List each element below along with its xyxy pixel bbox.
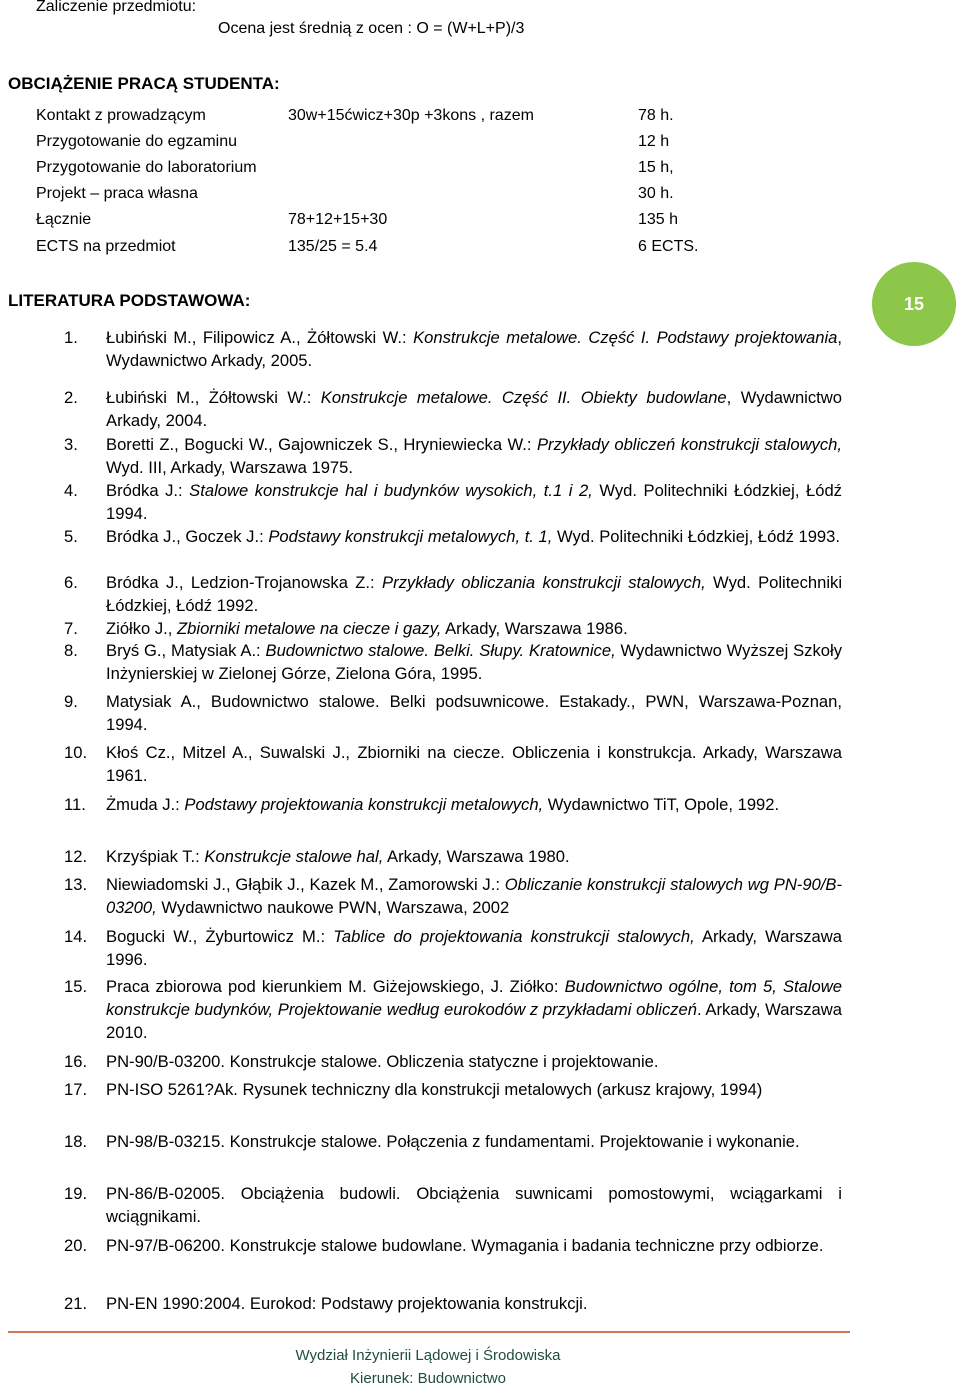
- reference-item: [64, 690, 842, 736]
- reference-item: [64, 1078, 842, 1101]
- reference-number: 3.: [64, 435, 78, 454]
- workload-label: Przygotowanie do egzaminu: [36, 133, 238, 150]
- reference-item: [64, 873, 842, 919]
- reference-number: 7.: [64, 619, 78, 638]
- reference-text: PN-90/B-03200. Konstrukcje stalowe. Obliczenia statyczne i projektowanie.: [106, 1052, 659, 1071]
- reference-text: PN-ISO 5261?Ak. Rysunek techniczny dla konstrukcji metalowych (arkusz krajowy, 1994): [106, 1080, 763, 1099]
- footer-field-of-study: Kierunek: Budownictwo: [350, 1370, 506, 1387]
- reference-number: 4.: [64, 481, 78, 500]
- workload-value: 30 h.: [638, 185, 674, 202]
- workload-label: Kontakt z prowadzącym: [36, 107, 206, 124]
- reference-text: PN-EN 1990:2004. Eurokod: Podstawy projektowania konstrukcji.: [106, 1294, 588, 1313]
- reference-item: [64, 1234, 842, 1257]
- reference-number: 20.: [64, 1236, 88, 1255]
- reference-number: 5.: [64, 527, 78, 546]
- reference-number: 9.: [64, 692, 78, 711]
- reference-text: Ziółko J., Zbiorniki metalowe na ciecze i gazy, Arkady, Warszawa 1986.: [106, 619, 628, 638]
- workload-value: 6 ECTS.: [638, 238, 699, 255]
- reference-number: 10.: [64, 743, 88, 762]
- reference-text: Żmuda J.: Podstawy projektowania konstrukcji metalowych, Wydawnictwo TiT, Opole, 1992.: [106, 795, 780, 814]
- workload-formula: 78+12+15+30: [288, 211, 388, 228]
- page-number-badge: [872, 262, 956, 346]
- reference-number: 11.: [64, 795, 86, 814]
- reference-text: Niewiadomski J., Głąbik J., Kazek M., Zamorowski J.: Obliczanie konstrukcji stalowych wg PN-90/B-03200, Wydawnictwo naukowe PWN, Warszawa, 2002: [106, 875, 842, 917]
- reference-item: [64, 1130, 842, 1153]
- reference-item: [64, 479, 842, 525]
- page-number: 15: [903, 293, 925, 314]
- reference-text: Bryś G., Matysiak A.: Budownictwo stalowe. Belki. Słupy. Kratownice, Wydawnictwo Wyższej Szkoły Inżynierskiej w Zielonej Górze, Zielona Góra, 1995.: [106, 641, 842, 683]
- reference-item: [64, 741, 842, 787]
- workload-label: Łącznie: [36, 211, 92, 228]
- reference-text: Bogucki W., Żyburtowicz M.: Tablice do projektowania konstrukcji stalowych, Arkady, Warszawa 1996.: [106, 927, 842, 969]
- reference-number: 17.: [64, 1080, 88, 1099]
- workload-formula: 30w+15ćwicz+30p +3kons , razem: [288, 107, 534, 124]
- workload-row: [36, 159, 756, 181]
- reference-text: PN-97/B-06200. Konstrukcje stalowe budowlane. Wymagania i badania techniczne przy odbiorze.: [106, 1236, 824, 1255]
- reference-number: 21.: [64, 1294, 88, 1313]
- reference-text: Boretti Z., Bogucki W., Gajowniczek S., Hryniewiecka W.: Przykłady obliczeń konstrukcji stalowych, Wyd. III, Arkady, Warszawa 1975.: [106, 435, 842, 477]
- reference-number: 18.: [64, 1132, 88, 1151]
- reference-item: [64, 571, 842, 617]
- reference-item: [64, 1182, 842, 1228]
- reference-item: [64, 525, 842, 548]
- reference-item: [64, 793, 842, 816]
- reference-number: 2.: [64, 388, 78, 407]
- workload-label: Projekt – praca własna: [36, 185, 198, 202]
- reference-item: [64, 1050, 842, 1073]
- reference-text: Krzyśpiak T.: Konstrukcje stalowe hal, Arkady, Warszawa 1980.: [106, 847, 570, 866]
- workload-heading: OBCIĄŻENIE PRACĄ STUDENTA:: [8, 74, 280, 93]
- reference-number: 12.: [64, 847, 88, 866]
- reference-number: 13.: [64, 875, 88, 894]
- reference-item: [64, 639, 842, 685]
- reference-text: Łubiński M., Żółtowski W.: Konstrukcje metalowe. Część II. Obiekty budowlane, Wydawnictwo Arkady, 2004.: [106, 388, 842, 430]
- reference-text: Matysiak A., Budownictwo stalowe. Belki podsuwnicowe. Estakady., PWN, Warszawa-Poznan, 1994.: [106, 692, 842, 734]
- reference-text: Bródka J.: Stalowe konstrukcje hal i budynków wysokich, t.1 i 2, Wyd. Politechniki Łódzkiej, Łódź 1994.: [106, 481, 842, 523]
- reference-item: [64, 326, 842, 372]
- reference-number: 8.: [64, 641, 78, 660]
- workload-row: [36, 185, 756, 207]
- reference-text: Łubiński M., Filipowicz A., Żółtowski W.: Konstrukcje metalowe. Część I. Podstawy projektowania, Wydawnictwo Arkady, 2005.: [106, 328, 842, 370]
- reference-item: [64, 1292, 842, 1315]
- reference-text: Kłoś Cz., Mitzel A., Suwalski J., Zbiorniki na ciecze. Obliczenia i konstrukcja. Arkady, Warszawa 1961.: [106, 743, 842, 785]
- workload-label: Przygotowanie do laboratorium: [36, 159, 257, 176]
- reference-number: 16.: [64, 1052, 88, 1071]
- workload-row: [36, 107, 756, 129]
- assessment-heading: Zaliczenie przedmiotu:: [36, 0, 197, 15]
- reference-text: PN-86/B-02005. Obciążenia budowli. Obciążenia suwnicami pomostowymi, wciągarkami i wciągnikami.: [106, 1184, 842, 1226]
- workload-value: 15 h,: [638, 159, 674, 176]
- reference-item: [64, 845, 842, 868]
- reference-text: Praca zbiorowa pod kierunkiem M. Giżejowskiego, J. Ziółko: Budownictwo ogólne, tom 5, Stalowe konstrukcje budynków, Projektowanie według eurokodów z przykładami obliczeń. Arkady, Warszawa 2010.: [106, 977, 842, 1042]
- workload-value: 78 h.: [638, 107, 674, 124]
- reference-text: Bródka J., Goczek J.: Podstawy konstrukcji metalowych, t. 1, Wyd. Politechniki Łódzkiej, Łódź 1993.: [106, 527, 840, 546]
- reference-number: 6.: [64, 573, 78, 592]
- reference-item: [64, 433, 842, 479]
- reference-text: PN-98/B-03215. Konstrukcje stalowe. Połączenia z fundamentami. Projektowanie i wykonanie.: [106, 1132, 800, 1151]
- reference-item: [64, 386, 842, 432]
- workload-label: ECTS na przedmiot: [36, 238, 176, 255]
- workload-value: 12 h: [638, 133, 670, 150]
- reference-item: [64, 925, 842, 971]
- reference-item: [64, 617, 842, 640]
- reference-number: 14.: [64, 927, 88, 946]
- reference-number: 1.: [64, 328, 78, 347]
- workload-row: [36, 133, 756, 155]
- literature-heading: LITERATURA PODSTAWOWA:: [8, 291, 251, 310]
- reference-number: 19.: [64, 1184, 88, 1203]
- workload-value: 135 h: [638, 211, 679, 228]
- workload-row: [36, 211, 756, 233]
- workload-formula: 135/25 = 5.4: [288, 238, 378, 255]
- footer-faculty: Wydział Inżynierii Lądowej i Środowiska: [295, 1347, 561, 1364]
- workload-row: [36, 238, 756, 260]
- reference-text: Bródka J., Ledzion-Trojanowska Z.: Przykłady obliczania konstrukcji stalowych, Wyd. Politechniki Łódzkiej, Łódź 1992.: [106, 573, 842, 615]
- reference-number: 15.: [64, 977, 88, 996]
- footer-divider: [8, 1331, 850, 1333]
- grade-formula: Ocena jest średnią z ocen : O = (W+L+P)/3: [218, 20, 525, 37]
- reference-item: [64, 975, 842, 1044]
